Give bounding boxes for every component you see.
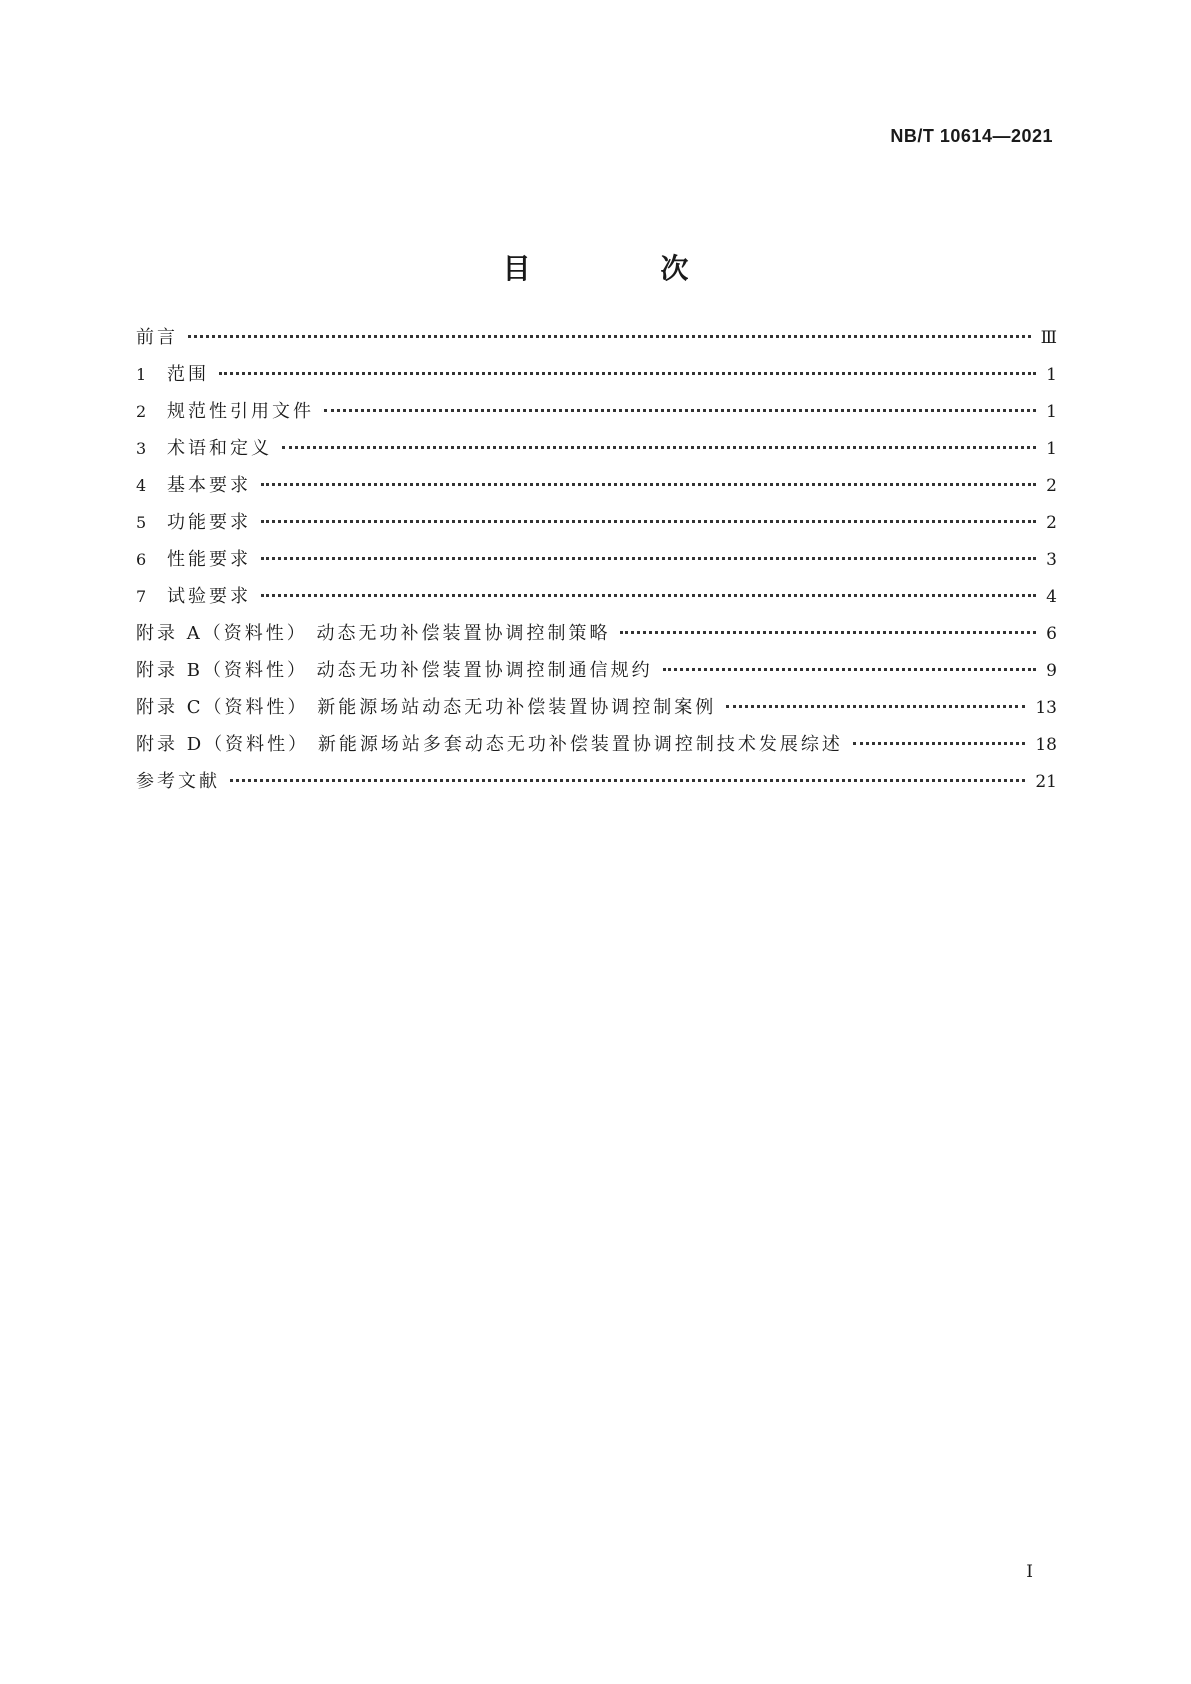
toc-entry[interactable] — [136, 323, 1057, 360]
toc-dot-leader — [230, 778, 1025, 782]
toc-entry-page: 9 — [1046, 661, 1057, 681]
toc-dot-leader — [261, 519, 1036, 523]
toc-entry-title: 附录 C（资料性） 新能源场站动态无功补偿装置协调控制案例 — [136, 697, 717, 718]
toc-entry-title: 附录 A（资料性） 动态无功补偿装置协调控制策略 — [136, 623, 611, 644]
toc-entry[interactable] — [136, 619, 1057, 656]
toc-entry[interactable] — [136, 360, 1057, 397]
toc-dot-leader — [853, 741, 1025, 745]
toc-entry-page: Ⅲ — [1040, 328, 1057, 348]
toc-entry[interactable] — [136, 434, 1057, 471]
toc-entry-title: 附录 D（资料性） 新能源场站多套动态无功补偿装置协调控制技术发展综述 — [136, 734, 843, 755]
toc-dot-leader — [726, 704, 1025, 708]
toc-entry[interactable] — [136, 397, 1057, 434]
toc-entry-number: 4 — [136, 476, 147, 495]
toc-entry[interactable] — [136, 693, 1057, 730]
toc-entry-title: 术语和定义 — [167, 438, 272, 459]
toc-dot-leader — [219, 371, 1036, 375]
toc-dot-leader — [261, 482, 1036, 486]
toc-dot-leader — [188, 334, 1031, 338]
toc-entry[interactable] — [136, 471, 1057, 508]
toc-entry-title: 范围 — [167, 364, 209, 385]
toc-dot-leader — [620, 630, 1036, 634]
toc-entry-number: 6 — [136, 550, 147, 569]
toc-entry[interactable] — [136, 508, 1057, 545]
toc-entry-page: 18 — [1035, 735, 1057, 755]
toc-entry-number: 7 — [136, 587, 147, 606]
page-title: 目 次 — [502, 251, 749, 285]
toc-entry-page: 21 — [1035, 772, 1057, 792]
toc-entry-title: 参考文献 — [136, 771, 220, 792]
toc-entry-title: 功能要求 — [167, 512, 251, 533]
toc-dot-leader — [663, 667, 1037, 671]
toc-entry-page: 4 — [1046, 587, 1057, 607]
standard-code: NB/T 10614—2021 — [890, 126, 1053, 146]
toc-dot-leader — [324, 408, 1036, 412]
toc-entry[interactable] — [136, 730, 1057, 767]
toc-entry-page: 1 — [1046, 365, 1057, 385]
toc-entry[interactable] — [136, 545, 1057, 582]
toc-dot-leader — [261, 556, 1036, 560]
toc-entry-number: 1 — [136, 365, 147, 384]
toc-dot-leader — [282, 445, 1036, 449]
toc-entry-page: 13 — [1035, 698, 1057, 718]
toc-entry-number: 5 — [136, 513, 147, 532]
toc-entry-title: 性能要求 — [167, 549, 251, 570]
toc-entry-page: 3 — [1046, 550, 1057, 570]
toc-entry-title: 试验要求 — [167, 586, 251, 607]
toc-entry-page: 1 — [1046, 439, 1057, 459]
toc-entry-title: 前言 — [136, 327, 178, 348]
toc-dot-leader — [261, 593, 1036, 597]
toc-entry-number: 2 — [136, 402, 147, 421]
toc-entry-page: 2 — [1046, 476, 1057, 496]
toc-entry-page: 1 — [1046, 402, 1057, 422]
toc-entry[interactable] — [136, 767, 1057, 804]
page-number: I — [1026, 1562, 1033, 1582]
toc-entry[interactable] — [136, 582, 1057, 619]
toc-entry-title: 规范性引用文件 — [167, 401, 314, 422]
toc-entry-page: 6 — [1046, 624, 1057, 644]
toc-entry-title: 附录 B（资料性） 动态无功补偿装置协调控制通信规约 — [136, 660, 653, 681]
toc-entry-page: 2 — [1046, 513, 1057, 533]
table-of-contents — [136, 323, 1057, 804]
toc-entry[interactable] — [136, 656, 1057, 693]
toc-entry-number: 3 — [136, 439, 147, 458]
toc-entry-title: 基本要求 — [167, 475, 251, 496]
